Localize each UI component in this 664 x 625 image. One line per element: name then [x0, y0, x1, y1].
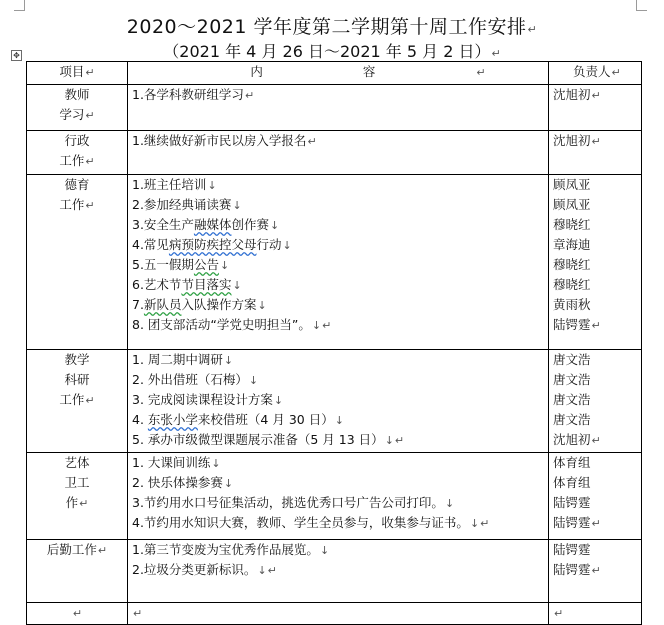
- task-text: 5.五一假期公告: [132, 257, 219, 272]
- row-item-label: 工作↵: [59, 392, 95, 407]
- line-break-mark: ↓: [269, 219, 280, 232]
- paragraph-mark: ↵: [307, 135, 317, 148]
- line-break-mark: ↓: [469, 517, 480, 530]
- row-content-cell: [128, 540, 549, 603]
- task-text: 4. 东张小学来校借班（4 月 30 日）: [132, 412, 334, 427]
- paragraph-mark: ↵: [97, 544, 108, 557]
- task-text: 1.班主任培训: [132, 177, 207, 192]
- header-content: 内容↵: [128, 62, 549, 85]
- person-name: 沈旭初↵: [553, 432, 601, 447]
- person-name: 顾凤亚: [553, 177, 591, 192]
- table-row: [27, 603, 642, 625]
- paragraph-mark: ↵: [480, 517, 490, 530]
- document-title: 2020～2021 学年度第二学期第十周工作安排↵: [126, 16, 538, 38]
- person-name: 陆锷霆: [553, 495, 591, 510]
- paragraph-mark: ↵: [322, 319, 332, 332]
- table-row: [27, 175, 642, 350]
- line-break-mark: ↓: [444, 497, 455, 510]
- line-break-mark: ↓: [282, 239, 292, 252]
- task-line: [132, 453, 544, 473]
- row-person-cell: [549, 603, 642, 625]
- person-name: 体育组: [553, 455, 591, 470]
- spellcheck-underline: 东张小学: [147, 412, 198, 427]
- task-text: 3.安全生产融媒体创作赛: [132, 217, 269, 232]
- person-name: 陆锷霆↵: [553, 317, 601, 332]
- person-name: 陆锷霆↵: [553, 562, 601, 577]
- task-text: 8. 团支部活动“学党史明担当”。: [132, 317, 311, 332]
- row-item-label: 行政: [64, 133, 90, 148]
- row-item-label: 工作↵: [59, 153, 95, 168]
- row-item-label: 艺体: [64, 455, 90, 470]
- paragraph-mark: ↵: [591, 564, 601, 577]
- task-line: [132, 560, 544, 580]
- task-line: [132, 430, 544, 450]
- task-line: [132, 195, 544, 215]
- spellcheck-underline: 公告: [193, 257, 219, 272]
- line-break-mark: ↓: [273, 394, 284, 407]
- row-item-cell: [27, 175, 128, 350]
- row-content-cell: [128, 453, 549, 540]
- paragraph-mark: ↵: [244, 89, 255, 102]
- row-item-label: 卫工: [64, 475, 90, 490]
- task-text: 7.新队员入队操作方案: [132, 297, 257, 312]
- line-break-mark: ↓: [248, 374, 259, 387]
- task-text: 2.垃圾分类更新标识。: [132, 562, 257, 577]
- task-line: [132, 370, 544, 390]
- line-break-mark: ↓: [207, 179, 217, 192]
- table-row: [27, 131, 642, 175]
- task-text: 4.节约用水知识大赛，教师、学生全员参与，收集参与证书。: [132, 515, 469, 530]
- paragraph-mark: ↵: [394, 434, 405, 447]
- paragraph-mark: ↵: [85, 109, 95, 122]
- task-line: [132, 235, 544, 255]
- task-text: 5. 承办市级微型课题展示准备（5 月 13 日）: [132, 432, 384, 447]
- line-break-mark: ↓: [211, 457, 221, 470]
- row-item-label: 学习↵: [59, 107, 95, 122]
- paragraph-mark: ↵: [85, 394, 95, 407]
- spellcheck-underline: 新队员: [143, 297, 182, 312]
- spellcheck-underline: 病预防疾控父母: [168, 237, 257, 252]
- person-name: 穆晓红: [553, 277, 591, 292]
- task-text: 1.继续做好新市民以房入学报名: [132, 133, 307, 148]
- task-line: [132, 255, 544, 275]
- row-content-cell: [128, 603, 549, 625]
- task-text: 3.节约用水口号征集活动，挑选优秀口号广告公司打印。: [132, 495, 444, 510]
- table-row: [27, 85, 642, 131]
- row-item-cell: [27, 453, 128, 540]
- person-name: 唐文浩: [553, 412, 591, 427]
- task-line: [132, 473, 544, 493]
- task-line: [132, 295, 544, 315]
- task-line: [132, 410, 544, 430]
- task-line: [132, 275, 544, 295]
- row-content-cell: [128, 175, 549, 350]
- row-item-label: 教师: [64, 87, 90, 102]
- paragraph-mark: ↵: [591, 517, 601, 530]
- task-line: [132, 350, 544, 370]
- paragraph-mark: ↵: [591, 89, 601, 102]
- person-name: 体育组: [553, 475, 591, 490]
- paragraph-mark: ↵: [85, 199, 95, 212]
- task-text: 2. 快乐体操参赛: [132, 475, 223, 490]
- row-person-cell: [549, 540, 642, 603]
- line-break-mark: ↓: [311, 319, 322, 332]
- task-text: 1.各学科教研组学习: [132, 87, 244, 102]
- table-move-handle-icon[interactable]: ✥: [11, 50, 22, 61]
- task-text: 1. 周二期中调研: [132, 352, 223, 367]
- row-item-label: 后勤工作↵: [46, 542, 108, 557]
- person-name: 唐文浩: [553, 392, 591, 407]
- paragraph-mark: ↵: [79, 497, 89, 510]
- table-header-row: [27, 62, 642, 85]
- row-item-cell: [27, 131, 128, 175]
- row-item-label: 作↵: [65, 495, 89, 510]
- row-item-cell: [27, 540, 128, 603]
- paragraph-mark: ↵: [554, 607, 564, 620]
- person-name: 顾凤亚: [553, 197, 591, 212]
- task-text: 1.第三节变废为宝优秀作品展览。: [132, 542, 319, 557]
- line-break-mark: ↓: [223, 354, 234, 367]
- row-person-cell: [549, 85, 642, 131]
- spellcheck-underline: 节目落实: [181, 277, 232, 292]
- task-line: [132, 85, 544, 105]
- row-item-label: 教学: [64, 352, 90, 367]
- header-item: 项目↵: [27, 62, 128, 85]
- row-item-label: 工作↵: [59, 197, 95, 212]
- task-text: 1. 大课间训练: [132, 455, 211, 470]
- table-row: [27, 453, 642, 540]
- row-item-label: 德育: [64, 177, 90, 192]
- document-subtitle: （2021 年 4 月 26 日～2021 年 5 月 2 日）↵: [163, 42, 501, 61]
- line-break-mark: ↓: [257, 299, 267, 312]
- spellcheck-underline: 融媒体: [193, 217, 232, 232]
- row-item-label: 科研: [64, 372, 90, 387]
- paragraph-mark: ↵: [591, 434, 601, 447]
- person-name: 沈旭初↵: [553, 133, 601, 148]
- person-name: 章海迪: [553, 237, 591, 252]
- paragraph-mark: ↵: [72, 607, 83, 620]
- person-name: 穆晓红: [553, 257, 591, 272]
- task-line: [132, 493, 544, 513]
- row-content-cell: [128, 131, 549, 175]
- task-text: 2. 外出借班（石梅）: [132, 372, 248, 387]
- line-break-mark: ↓: [223, 477, 234, 490]
- paragraph-mark: ↵: [267, 564, 277, 577]
- person-name: 穆晓红: [553, 217, 591, 232]
- row-content-cell: [128, 350, 549, 453]
- row-person-cell: [549, 175, 642, 350]
- row-person-cell: [549, 350, 642, 453]
- paragraph-mark: ↵: [491, 47, 501, 60]
- line-break-mark: ↓: [232, 279, 242, 292]
- task-line: [132, 540, 544, 560]
- row-item-cell: [27, 350, 128, 453]
- line-break-mark: ↓: [384, 434, 394, 447]
- paragraph-mark: ↵: [591, 135, 601, 148]
- schedule-table: [26, 61, 642, 625]
- line-break-mark: ↓: [334, 414, 344, 427]
- task-line: [132, 175, 544, 195]
- person-name: 唐文浩: [553, 372, 591, 387]
- task-line: [132, 390, 544, 410]
- row-item-cell: [27, 603, 128, 625]
- paragraph-mark: ↵: [591, 319, 601, 332]
- row-content-cell: [128, 85, 549, 131]
- paragraph-mark: ↵: [133, 607, 143, 620]
- person-name: 沈旭初↵: [553, 87, 601, 102]
- row-person-cell: [549, 453, 642, 540]
- task-text: 2.参加经典诵读赛: [132, 197, 232, 212]
- line-break-mark: ↓: [319, 544, 330, 557]
- task-text: 4.常见病预防疾控父母行动: [132, 237, 282, 252]
- page-corner-mark-left: [14, 0, 25, 11]
- person-name: 陆锷霆↵: [553, 515, 601, 530]
- table-row: [27, 540, 642, 603]
- row-person-cell: [549, 131, 642, 175]
- task-line: [132, 513, 544, 533]
- paragraph-mark: ↵: [85, 155, 95, 168]
- person-name: 陆锷霆: [553, 542, 591, 557]
- paragraph-mark: ↵: [527, 23, 538, 36]
- line-break-mark: ↓: [232, 199, 242, 212]
- task-text: 6.艺术节节目落实: [132, 277, 232, 292]
- task-line: [132, 315, 544, 335]
- line-break-mark: ↓: [257, 564, 267, 577]
- person-name: 黄雨秋: [553, 297, 591, 312]
- line-break-mark: ↓: [219, 259, 230, 272]
- table-row: [27, 350, 642, 453]
- page-corner-mark-right: [636, 0, 647, 11]
- row-item-cell: [27, 85, 128, 131]
- task-line: [132, 215, 544, 235]
- task-text: 3. 完成阅读课程设计方案: [132, 392, 273, 407]
- person-name: 唐文浩: [553, 352, 591, 367]
- task-line: [132, 131, 544, 151]
- header-person: 负责人↵: [549, 62, 642, 85]
